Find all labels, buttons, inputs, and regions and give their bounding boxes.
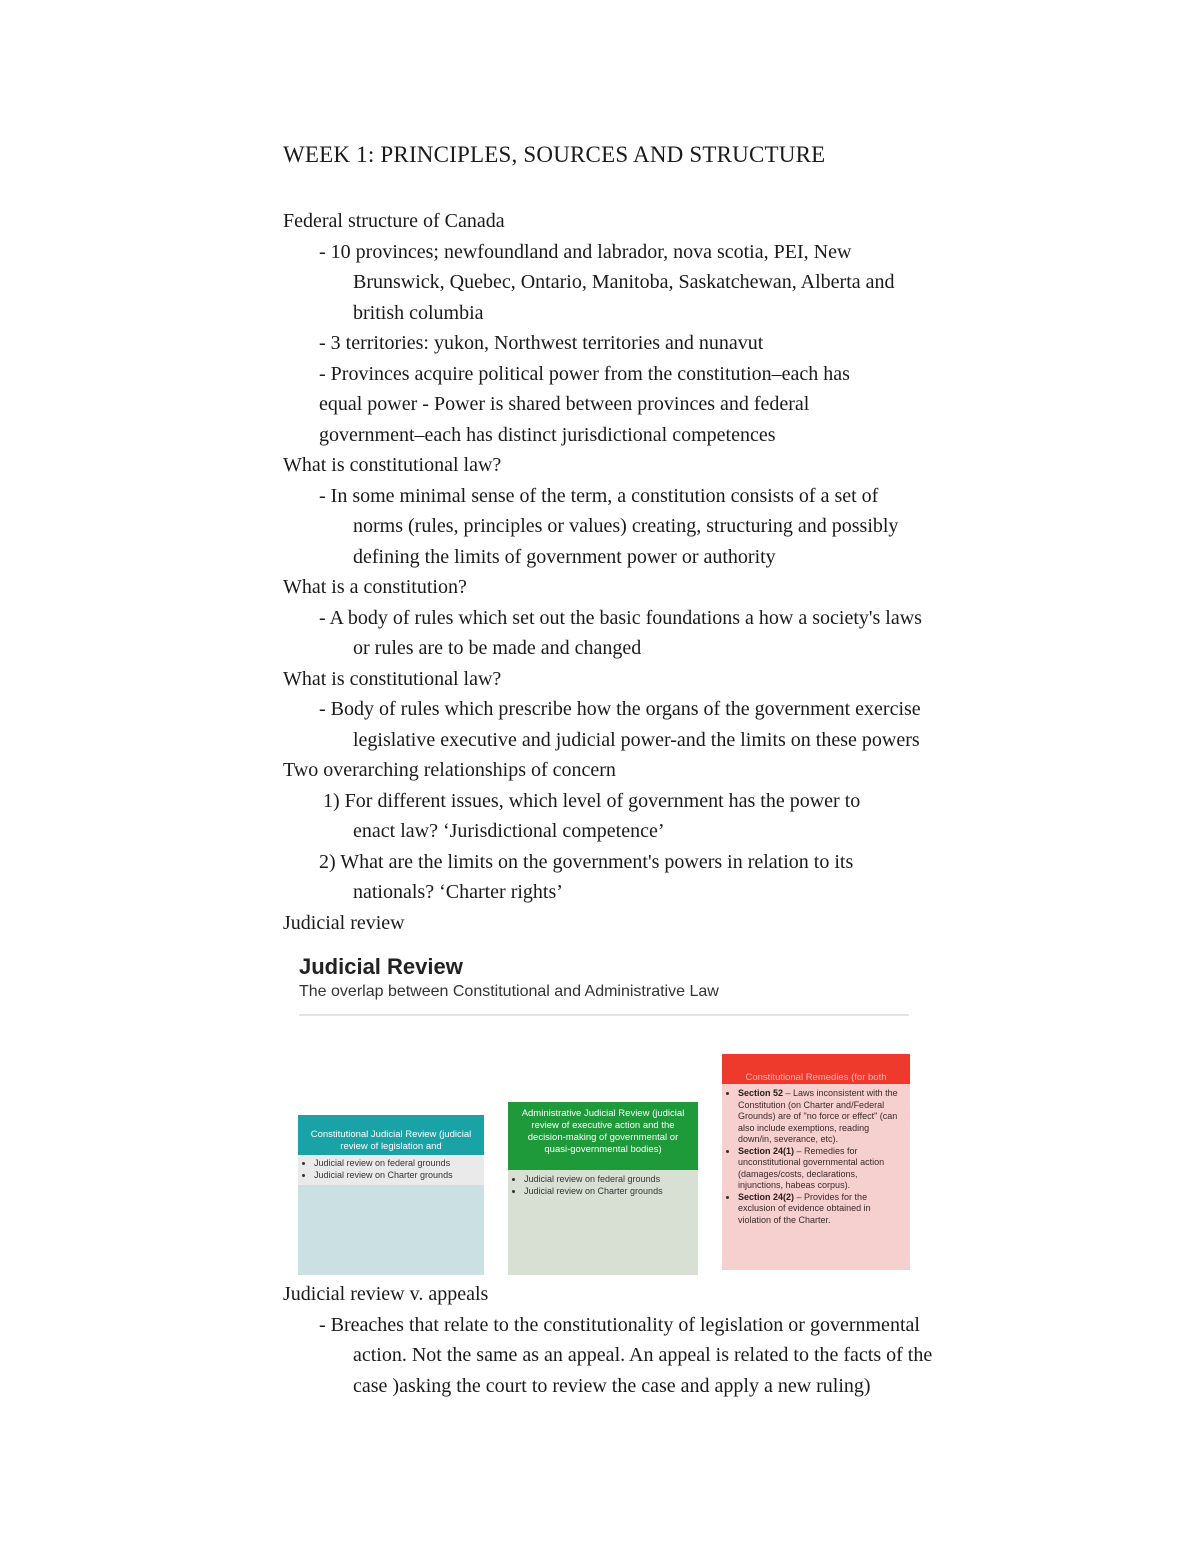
card-body <box>722 1084 910 1230</box>
bullet-political-power-cont: equal power - Power is shared between provinces and federal <box>319 393 810 415</box>
card-heading: Constitutional Judicial Review (judicial review of legislation and <box>298 1115 484 1155</box>
constitutional-judicial-review-card <box>298 1115 484 1275</box>
section-label: Section 24(2) <box>738 1191 795 1202</box>
bullet-constitution-norms-cont: defining the limits of government power or authority <box>353 545 776 568</box>
judicial-review-slide-image <box>294 948 914 1278</box>
heading-constitutional-law-2: What is constitutional law? <box>283 667 502 690</box>
notes-body <box>283 206 1073 938</box>
bullet-constitution-norms: - In some minimal sense of the term, a constitution consists of a set of <box>319 484 879 507</box>
card-heading: Administrative Judicial Review (judicial review of executive action and the decision-making of governmental or quasi-governmental bodies) <box>508 1102 698 1170</box>
card-body <box>508 1170 698 1201</box>
card-item <box>738 1192 902 1227</box>
card-body <box>298 1155 484 1185</box>
section-text: – Laws inconsistent with the Constitution (on Charter and/Federal Grounds) are of "no force or effect" (can also include exemptions, reading down/in, severance, etc). <box>738 1088 898 1144</box>
heading-two-relationships: Two overarching relationships of concern <box>283 759 616 781</box>
numbered-item-2: 2) What are the limits on the government's powers in relation to its <box>319 850 854 873</box>
section-text: – Remedies for unconstitutional governmental action (damages/costs, declarations, injunctions, habeas corpus). <box>738 1145 885 1190</box>
card-item: • Judicial review on Charter grounds <box>314 1170 476 1182</box>
bullet-body-of-rules-cont: or rules are to be made and changed <box>353 637 642 659</box>
bullet-organs-of-government-cont: legislative executive and judicial power-and the limits on these powers <box>353 728 920 751</box>
slide-subtitle: The overlap between Constitutional and Administrative Law <box>299 983 719 1000</box>
heading-federal-structure: Federal structure of Canada <box>283 210 505 232</box>
numbered-item-1-cont: enact law? ‘Jurisdictional competence’ <box>353 820 665 842</box>
card-heading: Constitutional Remedies (for both <box>722 1054 910 1084</box>
section-text: – Provides for the exclusion of evidence obtained in violation of the Charter. <box>738 1191 871 1225</box>
notes-body-continued <box>283 1279 1073 1401</box>
slide-title: Judicial Review <box>299 954 463 979</box>
card-item: • Judicial review on Charter grounds <box>524 1186 690 1198</box>
card-item: • Judicial review on federal grounds <box>314 1158 476 1170</box>
administrative-judicial-review-card <box>508 1102 698 1275</box>
section-label: Section 24(1) <box>738 1145 795 1156</box>
bullet-provinces: - 10 provinces; newfoundland and labrador, nova scotia, PEI, New <box>319 240 852 263</box>
slide-divider <box>299 1014 909 1016</box>
bullet-provinces-cont: Brunswick, Quebec, Ontario, Manitoba, Saskatchewan, Alberta and <box>353 271 895 293</box>
heading-judicial-review: Judicial review <box>283 911 405 934</box>
numbered-item-1: 1) For different issues, which level of government has the power to <box>323 789 861 812</box>
bullet-territories: - 3 territories: yukon, Northwest territories and nunavut <box>319 332 764 354</box>
constitutional-remedies-card <box>722 1054 910 1270</box>
section-label: Section 52 <box>738 1088 784 1098</box>
bullet-constitution-norms-cont: norms (rules, principles or values) creating, structuring and possibly <box>353 515 899 537</box>
bullet-political-power-cont: government–each has distinct jurisdictional competences <box>319 423 776 446</box>
heading-constitutional-law: What is constitutional law? <box>283 454 502 476</box>
card-item: • Judicial review on federal grounds <box>524 1174 690 1186</box>
bullet-provinces-cont: british columbia <box>353 301 484 324</box>
bullet-political-power: - Provinces acquire political power from the constitution–each has <box>319 362 850 385</box>
bullet-breaches-cont: action. Not the same as an appeal. An appeal is related to the facts of the <box>353 1344 933 1366</box>
bullet-breaches: - Breaches that relate to the constitutionality of legislation or governmental <box>319 1313 920 1336</box>
heading-review-vs-appeals: Judicial review v. appeals <box>283 1283 489 1305</box>
bullet-body-of-rules: - A body of rules which set out the basic foundations a how a society's laws <box>319 606 922 629</box>
numbered-item-2-cont: nationals? ‘Charter rights’ <box>353 881 563 903</box>
heading-what-is-constitution: What is a constitution? <box>283 576 467 598</box>
bullet-breaches-cont: case )asking the court to review the case and apply a new ruling) <box>353 1374 871 1397</box>
card-item <box>738 1088 902 1146</box>
card-item <box>738 1146 902 1192</box>
page-title: WEEK 1: PRINCIPLES, SOURCES AND STRUCTURE <box>283 142 826 167</box>
bullet-organs-of-government: - Body of rules which prescribe how the organs of the government exercise <box>319 698 921 720</box>
